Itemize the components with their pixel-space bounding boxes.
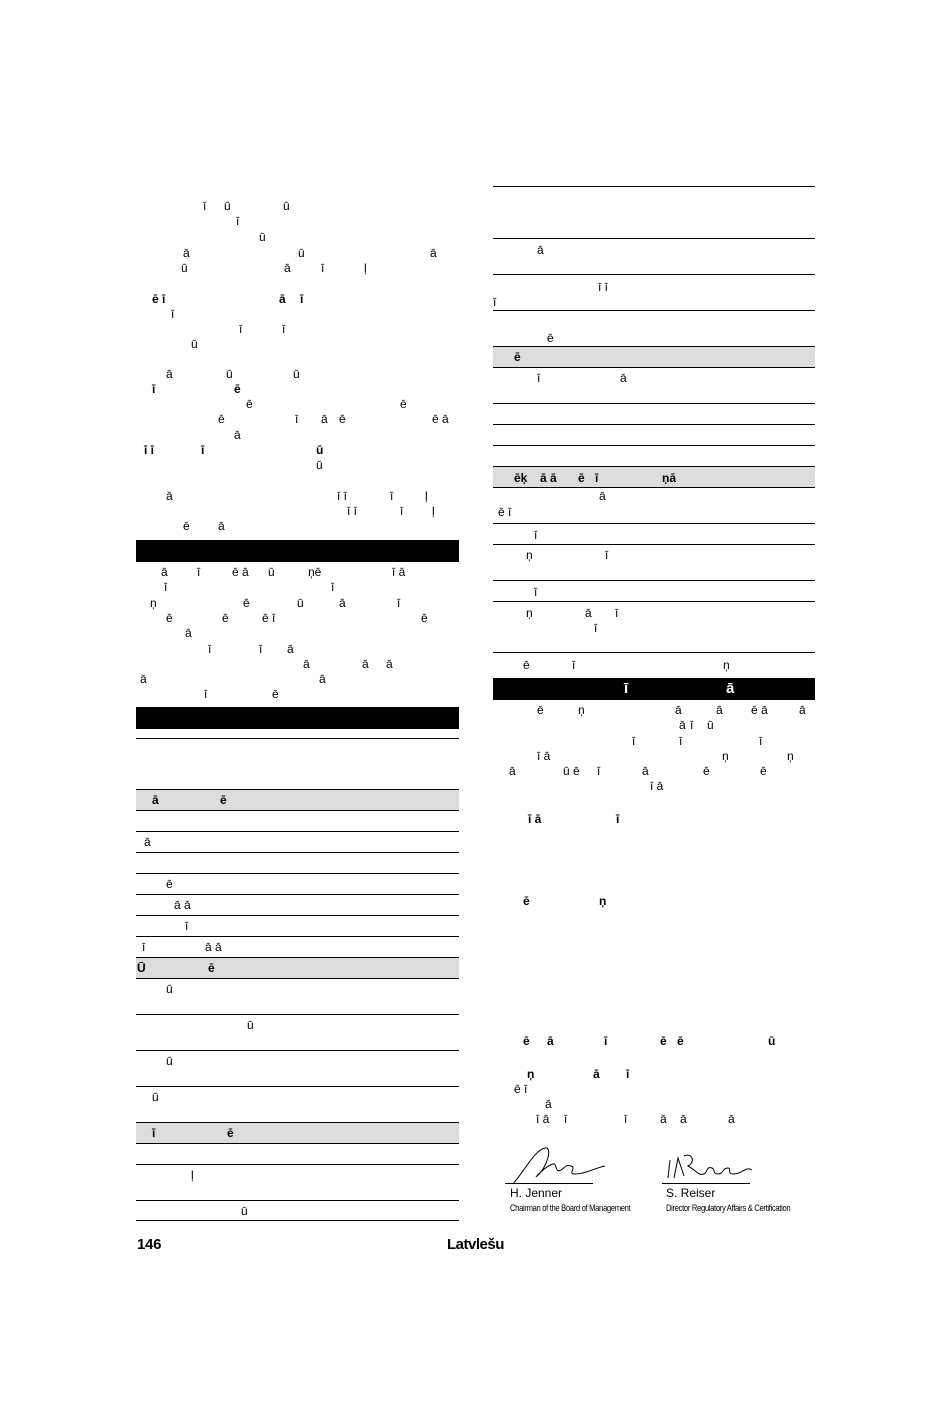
signatory-name-2: S. Reiser <box>666 1186 716 1200</box>
declaration-text-fragment: ņ <box>527 1067 535 1081</box>
body-text-fragment: ē <box>421 611 428 625</box>
table-row-line <box>493 523 815 524</box>
declaration-header-bar <box>493 678 815 700</box>
declaration-text-fragment: ā <box>679 718 686 732</box>
table-cell: ā ā <box>540 471 557 485</box>
declaration-text-fragment: ā <box>547 1034 554 1048</box>
declaration-text-fragment: ī <box>632 734 636 748</box>
body-text-fragment: ņē <box>308 565 322 579</box>
body-text-fragment: ī <box>197 565 201 579</box>
declaration-text-fragment: ē <box>660 1034 667 1048</box>
declaration-text-fragment: ņ <box>722 749 729 763</box>
body-text-fragment: ū <box>293 367 300 381</box>
body-text-fragment: ļ <box>432 504 435 518</box>
declaration-text-fragment: ū ē <box>563 764 580 778</box>
body-text-fragment: ļ <box>364 261 367 275</box>
declaration-text-fragment: ī <box>679 734 683 748</box>
table-row-line <box>136 1200 459 1201</box>
table-cell: ī <box>594 621 598 635</box>
body-text-fragment: ū <box>316 443 324 457</box>
body-text-fragment: ī <box>204 687 208 701</box>
body-text-fragment: ū <box>298 246 305 260</box>
table-cell: ī <box>537 371 541 385</box>
table-cell: ī <box>595 471 599 485</box>
table-row-line <box>493 310 815 311</box>
table-cell: ē <box>578 471 585 485</box>
declaration-text-fragment: ē <box>523 894 530 908</box>
table-subheader-row <box>136 789 459 811</box>
table-cell: ī <box>152 1126 156 1140</box>
table-row-line <box>136 894 459 895</box>
body-text-fragment: ē <box>272 687 279 701</box>
table-cell: ā <box>144 835 151 849</box>
body-text-fragment: ā <box>287 642 294 656</box>
table-cell: Ū <box>137 961 146 975</box>
body-text-fragment: ā <box>218 519 225 533</box>
table-cell: ū <box>241 1204 248 1218</box>
table-cell: ē ī <box>498 505 512 519</box>
table-cell: ē <box>514 350 521 364</box>
table-cell: ē <box>547 331 554 345</box>
table-cell: ā <box>537 243 544 257</box>
table-row-line <box>136 1050 459 1051</box>
table-row-line <box>136 810 459 811</box>
body-text-fragment: ī <box>201 443 205 457</box>
declaration-text-fragment: ā <box>545 1097 552 1111</box>
table-row-line <box>493 652 815 653</box>
section-header-bar <box>136 540 459 562</box>
declaration-text-fragment: ņ <box>578 703 585 717</box>
declaration-text-fragment: ā <box>716 703 723 717</box>
body-text-fragment: ū <box>283 199 290 213</box>
body-text-fragment: ā <box>166 489 173 503</box>
table-row-line <box>493 238 815 239</box>
declaration-text-fragment: ā <box>593 1067 600 1081</box>
body-text-fragment: ī <box>152 382 156 396</box>
table-cell: ā ā <box>174 898 191 912</box>
body-text-fragment: ā <box>185 626 192 640</box>
table-cell: ā <box>620 371 627 385</box>
declaration-text-fragment: ī <box>604 1034 608 1048</box>
table-row-line <box>136 936 459 937</box>
table-row-line <box>136 978 459 979</box>
body-text-fragment: ē <box>400 397 407 411</box>
declaration-text-fragment: ē <box>537 703 544 717</box>
table-subheader-row <box>136 957 459 979</box>
body-text-fragment: ā <box>140 672 147 686</box>
declaration-text-fragment: ī <box>759 734 763 748</box>
declaration-text-fragment: ē <box>760 764 767 778</box>
table-row-line <box>136 831 459 832</box>
table-cell: ī <box>534 528 538 542</box>
declaration-text-fragment: ā <box>799 703 806 717</box>
table-cell: ņ <box>526 606 533 620</box>
body-text-fragment: ī <box>400 504 404 518</box>
body-text-fragment: ū <box>297 596 304 610</box>
body-text-fragment: ī ī <box>337 489 348 503</box>
body-text-fragment: ā <box>319 672 326 686</box>
body-text-fragment: ī <box>300 292 304 306</box>
declaration-text-fragment: ā <box>680 1112 687 1126</box>
body-text-fragment: ā <box>161 565 168 579</box>
body-text-fragment: ē <box>218 412 225 426</box>
body-text-fragment: ā <box>362 657 369 671</box>
table-row-line <box>136 852 459 853</box>
declaration-text-fragment: ī ā <box>650 779 664 793</box>
table-row-line <box>493 544 815 545</box>
body-text-fragment: ā <box>279 292 286 306</box>
table-cell: ī <box>615 606 619 620</box>
table-cell: ā <box>585 606 592 620</box>
table-cell: ē <box>227 1126 234 1140</box>
declaration-text-fragment: ņ <box>599 894 607 908</box>
body-text-fragment: ī <box>171 307 175 321</box>
footer-language: Latvlešu <box>447 1236 504 1253</box>
table-bottom-rule <box>136 1220 459 1221</box>
table-row-line <box>493 403 815 404</box>
signature-reiser <box>662 1148 762 1188</box>
signatory-title-2: Director Regulatory Affairs & Certification <box>666 1203 791 1213</box>
body-text-fragment: ē <box>222 611 229 625</box>
table-subheader-row <box>136 1122 459 1144</box>
declaration-text-fragment: ā <box>660 1112 667 1126</box>
body-text-fragment: ā <box>303 657 310 671</box>
declaration-text-fragment: ī <box>597 764 601 778</box>
body-text-fragment: ī <box>164 580 168 594</box>
table-row-line <box>493 274 815 275</box>
body-text-fragment: ī <box>390 489 394 503</box>
body-text-fragment: ā <box>339 596 346 610</box>
body-text-fragment: ē <box>243 596 250 610</box>
table-cell: ā <box>599 489 606 503</box>
table-row-line <box>136 1143 459 1144</box>
table-cell: ņ <box>526 548 533 562</box>
declaration-text-fragment: ī <box>626 1067 630 1081</box>
declaration-text-fragment: ī <box>564 1112 568 1126</box>
body-text-fragment: ī <box>203 199 207 213</box>
table-cell: ē <box>166 877 173 891</box>
body-text-fragment: ā <box>321 412 328 426</box>
declaration-text-fragment: ē <box>703 764 710 778</box>
body-text-fragment: ū <box>181 261 188 275</box>
body-text-fragment: ī ī <box>144 443 155 457</box>
body-text-fragment: ā <box>284 261 291 275</box>
body-text-fragment: ē <box>234 382 241 396</box>
body-text-fragment: ā <box>430 246 437 260</box>
table-cell: ā ā <box>205 940 222 954</box>
body-text-fragment: ļ <box>425 489 428 503</box>
table-cell: ņā <box>662 471 677 485</box>
table-cell: ē <box>208 961 215 975</box>
body-text-fragment: ū <box>259 230 266 244</box>
table-row-line <box>136 915 459 916</box>
table-row-line <box>493 186 815 187</box>
body-text-fragment: ē <box>246 397 253 411</box>
table-row-line <box>136 1014 459 1015</box>
table-cell: ū <box>166 1054 173 1068</box>
table-cell: ī <box>605 548 609 562</box>
declaration-text-fragment: ā <box>642 764 649 778</box>
table-row-line <box>136 1086 459 1087</box>
body-text-fragment: ī <box>397 596 401 610</box>
table-row-line <box>493 424 815 425</box>
declaration-text-fragment: ī ā <box>536 1112 550 1126</box>
body-text-fragment: ū <box>268 565 275 579</box>
body-text-fragment: ā <box>386 657 393 671</box>
table-cell: ī <box>185 919 189 933</box>
table-cell: ī <box>142 940 146 954</box>
declaration-text-fragment: ē <box>523 1034 530 1048</box>
declaration-text-fragment: ī <box>690 718 694 732</box>
table-cell: ū <box>152 1090 159 1104</box>
table-cell: ī <box>493 295 497 309</box>
body-text-fragment: ā <box>234 428 241 442</box>
body-text-fragment: ī ā <box>392 565 406 579</box>
body-text-fragment: ū <box>316 458 323 472</box>
section-header-bar <box>136 707 459 729</box>
body-text-fragment: ē <box>339 412 346 426</box>
declaration-title-fragment: ī <box>624 680 629 697</box>
declaration-title-fragment: ā <box>726 680 735 697</box>
declaration-text-fragment: ū <box>707 718 714 732</box>
declaration-text-fragment: ā <box>728 1112 735 1126</box>
body-text-fragment: ī <box>208 642 212 656</box>
table-cell: ū <box>166 982 173 996</box>
table-cell: ņ <box>723 658 730 672</box>
table-row-line <box>493 445 815 446</box>
body-text-fragment: ī <box>331 580 335 594</box>
table-cell: ā <box>152 793 159 807</box>
declaration-text-fragment: ē <box>677 1034 684 1048</box>
body-text-fragment: ņ <box>150 596 157 610</box>
body-text-fragment: ī <box>239 322 243 336</box>
table-row-line <box>493 601 815 602</box>
body-text-fragment: ī <box>236 214 240 228</box>
table-cell: ē <box>220 793 227 807</box>
table-row-line <box>136 873 459 874</box>
table-subheader-row <box>493 346 815 368</box>
body-text-fragment: ē ā <box>232 565 249 579</box>
body-text-fragment: ī ī <box>347 504 358 518</box>
declaration-text-fragment: ī ā <box>537 749 551 763</box>
declaration-text-fragment: ā <box>509 764 516 778</box>
body-text-fragment: ū <box>191 337 198 351</box>
body-text-fragment: ī <box>259 642 263 656</box>
body-text-fragment: ē ā <box>432 412 449 426</box>
body-text-fragment: ē <box>166 611 173 625</box>
table-cell: ī <box>572 658 576 672</box>
body-text-fragment: ē ī <box>262 611 276 625</box>
body-text-fragment: ā <box>166 367 173 381</box>
table-cell: ī ī <box>598 280 609 294</box>
table-cell: ļ <box>191 1168 194 1182</box>
body-text-fragment: ē <box>183 519 190 533</box>
table-cell: ē <box>523 658 530 672</box>
declaration-text-fragment: ī ā <box>528 812 542 826</box>
declaration-text-fragment: ī <box>616 812 620 826</box>
table-cell: ū <box>247 1018 254 1032</box>
table-cell: ī <box>534 585 538 599</box>
body-text-fragment: ū <box>224 199 231 213</box>
signatory-title-1: Chairman of the Board of Management <box>510 1203 631 1213</box>
declaration-text-fragment: ī <box>624 1112 628 1126</box>
page-number: 146 <box>137 1236 162 1253</box>
table-rule <box>136 738 459 739</box>
body-text-fragment: ī <box>295 412 299 426</box>
body-text-fragment: ā <box>183 246 190 260</box>
signatory-name-1: H. Jenner <box>510 1186 563 1200</box>
table-row-line <box>493 580 815 581</box>
table-row-line <box>493 487 815 488</box>
declaration-text-fragment: ņ <box>787 749 794 763</box>
table-row-line <box>493 367 815 368</box>
body-text-fragment: ū <box>226 367 233 381</box>
body-text-fragment: ī <box>282 322 286 336</box>
body-text-fragment: ē ī <box>152 292 166 306</box>
declaration-text-fragment: ē ā <box>751 703 768 717</box>
declaration-text-fragment: ā <box>675 703 682 717</box>
declaration-text-fragment: ū <box>768 1034 776 1048</box>
body-text-fragment: ī <box>321 261 325 275</box>
table-cell: ēķ <box>514 471 528 485</box>
declaration-text-fragment: ē ī <box>514 1082 528 1096</box>
table-row-line <box>136 1164 459 1165</box>
